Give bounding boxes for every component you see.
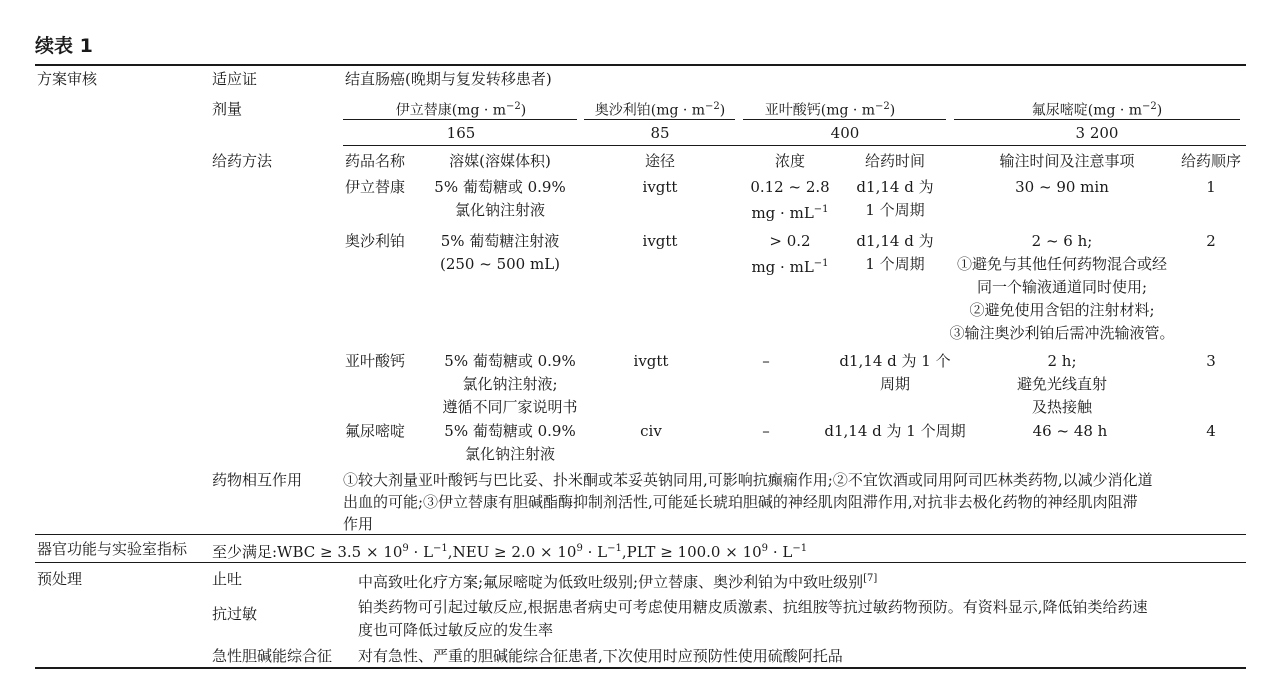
antiallergy-line-1: 铂类药物可引起过敏反应,根据患者病史可考虑使用糖皮质激素、抗组胺等抗过敏药物预防。有资料显示,降低铂类给药速 [358, 598, 1148, 616]
dose-underline-2 [584, 119, 735, 120]
table-row-fluorouracil-infusion: 46 ~ 48 h [1032, 422, 1108, 440]
cholinergic-label: 急性胆碱能综合征 [212, 647, 333, 665]
dose-underline-1 [343, 119, 577, 120]
table-row-oxaliplatin-route: ivgtt [642, 232, 678, 250]
admin-header-route: 途径 [644, 152, 676, 170]
table-row-leucovorin-drug: 亚叶酸钙 [345, 352, 406, 370]
table-row-oxaliplatin-timing-2: 1 个周期 [865, 255, 925, 273]
table-row-leucovorin-conc: – [762, 352, 770, 370]
table-row-fluorouracil-order: 4 [1206, 422, 1216, 440]
organ-criteria: 至少满足:WBC ≥ $3.5 \times 10^9 \cdot L^{-1},NEU \ge 2.0 \times 10^9 \cdot L^{-1},PLT \ge 100.0 \times 10^9 \cdot L^{-1}$ [212, 543, 808, 561]
table-row-leucovorin-infusion-1: 2 h; [1047, 352, 1077, 370]
table-row-oxaliplatin-infusion-4: ②避免使用含铝的注射材料; [969, 301, 1155, 319]
section-plan-review: 方案审核 [37, 70, 98, 88]
top-rule [35, 64, 1246, 66]
table-row-irinotecan-drug: 伊立替康 [345, 178, 406, 196]
table-row-leucovorin-order: 3 [1206, 352, 1216, 370]
antiemetic-label: 止吐 [212, 570, 243, 588]
table-row-irinotecan-solvent-2: 氯化钠注射液 [454, 201, 546, 219]
table-title: 续表 1 [35, 35, 93, 57]
table-row-irinotecan-conc-2: mg · $mL^{-1}$ [751, 204, 829, 222]
table-row-irinotecan-timing-2: 1 个周期 [865, 201, 925, 219]
table-row-leucovorin-solvent-3: 遵循不同厂家说明书 [442, 398, 578, 416]
indication-label: 适应证 [212, 70, 258, 88]
table-row-oxaliplatin-solvent-2: (250 ~ 500 mL) [439, 255, 561, 273]
table-row-leucovorin-timing-1: d1,14 d 为 1 个 [839, 352, 951, 370]
table-row-irinotecan-timing-1: d1,14 d 为 [856, 178, 934, 196]
table-row-irinotecan-route: ivgtt [642, 178, 678, 196]
dose-drug-oxaliplatin: 奥沙利铂$(mg \cdot m^{-2})$ [594, 101, 726, 119]
interaction-line-2: 出血的可能;③伊立替康有胆碱酯酶抑制剂活性,可能延长琥珀胆碱的神经肌肉阻滞作用,对抗非去极化药物的神经肌肉阻滞 [343, 493, 1138, 511]
admin-header-timing: 给药时间 [864, 152, 926, 170]
antiallergy-line-2: 度也可降低过敏反应的发生率 [358, 621, 554, 639]
table-row-irinotecan-order: 1 [1206, 178, 1216, 196]
table-row-oxaliplatin-infusion-1: 2 ~ 6 h; [1031, 232, 1093, 250]
admin-header-order: 给药顺序 [1180, 152, 1242, 170]
table-row-oxaliplatin-infusion-2: ①避免与其他任何药物混合或经 [956, 255, 1168, 273]
table-row-leucovorin-infusion-2: 避免光线直射 [1016, 375, 1108, 393]
dose-label: 剂量 [212, 100, 243, 118]
interaction-label: 药物相互作用 [212, 471, 303, 489]
dose-underline-4 [954, 119, 1240, 120]
table-row-oxaliplatin-infusion-3: 同一个输液通道同时使用; [976, 278, 1148, 296]
dose-drug-fluorouracil: 氟尿嘧啶$(mg \cdot m^{-2})$ [1031, 101, 1163, 119]
admin-header-conc: 浓度 [774, 152, 806, 170]
section-organ-lab: 器官功能与实验室指标 [37, 540, 188, 558]
table-row-oxaliplatin-conc-1: > 0.2 [769, 232, 811, 250]
antiallergy-label: 抗过敏 [212, 605, 258, 623]
table-row-leucovorin-solvent-2: 氯化钠注射液; [462, 375, 558, 393]
admin-header-solvent: 溶媒(溶媒体积) [449, 152, 551, 170]
table-row-leucovorin-route: ivgtt [633, 352, 669, 370]
cholinergic-text: 对有急性、严重的胆碱能综合征患者,下次使用时应预防性使用硫酸阿托品 [358, 647, 843, 665]
table-row-oxaliplatin-order: 2 [1206, 232, 1216, 250]
antiemetic-text: 中高致吐化疗方案;氟尿嘧啶为低致吐级别;伊立替康、奥沙利铂为中致吐级别[7] [358, 573, 878, 591]
table-row-fluorouracil-route: civ [640, 422, 662, 440]
table-row-leucovorin-infusion-3: 及热接触 [1031, 398, 1093, 416]
table-row-oxaliplatin-conc-2: mg · $mL^{-1}$ [751, 258, 829, 276]
section-pretreatment: 预处理 [37, 570, 83, 588]
dose-value-oxaliplatin: 85 [650, 124, 670, 142]
section-divider-1 [35, 534, 1246, 535]
table-row-oxaliplatin-solvent-1: 5% 葡萄糖注射液 [440, 232, 560, 250]
admin-label: 给药方法 [212, 152, 273, 170]
table-row-irinotecan-conc-1: 0.12 ~ 2.8 [750, 178, 830, 196]
dose-value-leucovorin: 400 [830, 124, 860, 142]
dose-bottom-rule [343, 145, 1246, 146]
table-row-leucovorin-timing-2: 周期 [879, 375, 911, 393]
table-row-oxaliplatin-timing-1: d1,14 d 为 [856, 232, 934, 250]
indication-value: 结直肠癌(晚期与复发转移患者) [345, 70, 552, 88]
table-row-irinotecan-infusion: 30 ~ 90 min [1015, 178, 1109, 196]
table-row-fluorouracil-drug: 氟尿嘧啶 [345, 422, 406, 440]
admin-header-infusion: 输注时间及注意事项 [999, 152, 1135, 170]
table-row-fluorouracil-timing: d1,14 d 为 1 个周期 [824, 422, 966, 440]
table-row-fluorouracil-conc: – [762, 422, 770, 440]
dose-value-irinotecan: 165 [446, 124, 476, 142]
table-row-leucovorin-solvent-1: 5% 葡萄糖或 0.9% [444, 352, 576, 370]
bottom-rule [35, 667, 1246, 669]
dose-underline-3 [743, 119, 946, 120]
dose-value-fluorouracil: 3 200 [1075, 124, 1119, 142]
table-row-oxaliplatin-drug: 奥沙利铂 [345, 232, 406, 250]
table-row-fluorouracil-solvent-1: 5% 葡萄糖或 0.9% [444, 422, 576, 440]
table-row-irinotecan-solvent-1: 5% 葡萄糖或 0.9% [434, 178, 566, 196]
dose-drug-leucovorin: 亚叶酸钙$(mg \cdot m^{-2})$ [764, 101, 896, 119]
dose-drug-irinotecan: 伊立替康$(mg \cdot m^{-2})$ [395, 101, 527, 119]
table-row-fluorouracil-solvent-2: 氯化钠注射液 [464, 445, 556, 463]
interaction-line-1: ①较大剂量亚叶酸钙与巴比妥、扑米酮或苯妥英钠同用,可影响抗癫痫作用;②不宜饮酒或同用阿司匹林类药物,以减少消化道 [343, 471, 1153, 489]
table-row-oxaliplatin-infusion-5: ③输注奥沙利铂后需冲洗输液管。 [949, 324, 1175, 342]
admin-header-drug: 药品名称 [345, 152, 406, 170]
interaction-line-3: 作用 [343, 515, 374, 533]
